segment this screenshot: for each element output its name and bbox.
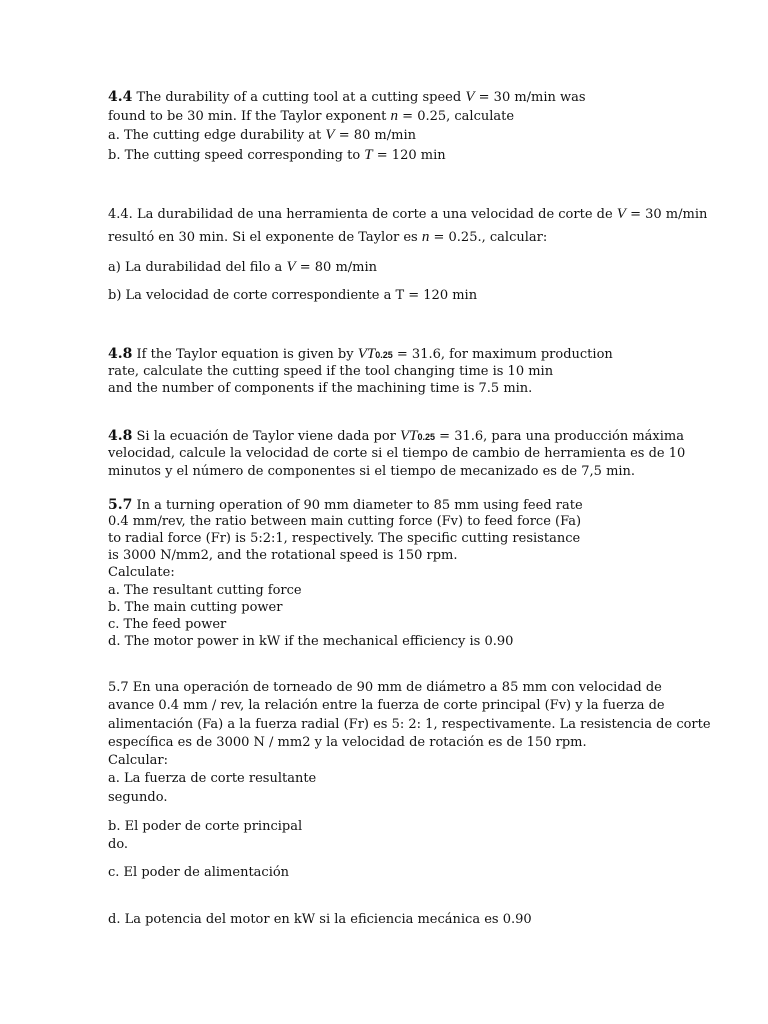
text: = 80 m/min — [334, 128, 416, 143]
text: Si la ecuación de Taylor viene dada por — [132, 429, 400, 444]
p44-es-line-1 — [108, 205, 707, 224]
p48-en-line-3: and the number of components if the machining time is 7.5 min. — [108, 381, 533, 396]
variable: V — [325, 127, 335, 143]
p44-en-line-2 — [108, 107, 514, 126]
p44-en-line-1 — [108, 88, 586, 107]
p57-en-line-5: Calculate: — [108, 565, 175, 580]
variable: VT — [357, 346, 376, 362]
p57-es-line-3: alimentación (Fa) a la fuerza radial (Fr) es 5: 2: 1, respectivamente. La resistencia de corte — [108, 717, 711, 732]
p57-es-line-6: a. La fuerza de corte resultante — [108, 771, 317, 786]
p48-es-line-3: minutos y el número de componentes si el tiempo de mecanizado es de 7,5 min. — [108, 464, 636, 479]
p57-es-line-8: b. El poder de corte principal — [108, 819, 303, 834]
p44-es-line-4: b) La velocidad de corte correspondiente a T = 120 min — [108, 288, 478, 303]
p57-en-line-8: c. The feed power — [108, 617, 227, 632]
p57-en-line-9: d. The motor power in kW if the mechanical efficiency is 0.90 — [108, 634, 514, 649]
p57-es-line-4: específica es de 3000 N / mm2 y la velocidad de rotación es de 150 rpm. — [108, 735, 587, 750]
variable: VT — [400, 428, 418, 444]
p57-en-line-2: 0.4 mm/rev, the ratio between main cutting force (Fv) to feed force (Fa) — [108, 514, 582, 529]
text: = 30 m/min was — [474, 90, 586, 105]
p57-en-line-3: to radial force (Fr) is 5:2:1, respectively. The specific cutting resistance — [108, 531, 581, 546]
p57-es-line-9: do. — [108, 837, 129, 852]
text: resultó en 30 min. Si el exponente de Taylor es — [108, 230, 422, 245]
variable: n — [421, 229, 430, 245]
text: In a turning operation of 90 mm diameter to 85 mm using feed rate — [132, 498, 583, 513]
text: = 120 min — [372, 148, 446, 163]
p57-en-line-7: b. The main cutting power — [108, 600, 283, 615]
text: a) La durabilidad del filo a — [108, 260, 287, 275]
variable: T — [364, 147, 373, 163]
p48-es-line-2: velocidad, calcule la velocidad de corte si el tiempo de cambio de herramienta es de 10 — [108, 446, 686, 461]
p44-en-line-3 — [108, 126, 416, 145]
problem-number: 5.7 — [108, 497, 133, 513]
text: = 80 m/min — [295, 260, 378, 275]
exponent: 0.25 — [375, 350, 393, 360]
variable: n — [390, 108, 399, 124]
variable: V — [465, 89, 475, 105]
p57-es-line-7: segundo. — [108, 790, 168, 805]
p48-en-line-1 — [108, 345, 613, 364]
p57-en-line-4: is 3000 N/mm2, and the rotational speed is 150 rpm. — [108, 548, 458, 563]
p57-en-line-6: a. The resultant cutting force — [108, 583, 302, 598]
text: found to be 30 min. If the Taylor exponent — [108, 109, 391, 124]
text: a. The cutting edge durability at — [108, 128, 326, 143]
p57-es-line-11: d. La potencia del motor en kW si la eficiencia mecánica es 0.90 — [108, 912, 532, 927]
exponent: 0.25 — [417, 432, 436, 442]
p44-es-line-3 — [108, 258, 377, 277]
text: If the Taylor equation is given by — [132, 347, 358, 362]
p44-en-line-4 — [108, 146, 446, 165]
p44-es-line-2 — [108, 228, 547, 247]
variable: V — [286, 259, 296, 275]
p57-es-line-10: c. El poder de alimentación — [108, 865, 290, 880]
p48-en-line-2: rate, calculate the cutting speed if the tool changing time is 10 min — [108, 364, 554, 379]
p57-es-line-1: 5.7 En una operación de torneado de 90 mm de diámetro a 85 mm con velocidad de — [108, 680, 662, 695]
variable: V — [616, 206, 626, 222]
problem-number: 4.4 — [108, 89, 133, 105]
text: = 0.25, calculate — [398, 109, 515, 124]
text: = 0.25., calcular: — [429, 230, 548, 245]
problem-number: 4.8 — [108, 428, 133, 444]
text: = 31.6, for maximum production — [392, 347, 613, 362]
p48-es-line-1 — [108, 427, 684, 446]
text: 4.4. La durabilidad de una herramienta de corte a una velocidad de corte de — [108, 207, 617, 222]
p57-es-line-5: Calcular: — [108, 753, 169, 768]
text: b. The cutting speed corresponding to — [108, 148, 365, 163]
text: = 31.6, para una producción máxima — [435, 429, 684, 444]
text: = 30 m/min — [625, 207, 708, 222]
problem-number: 4.8 — [108, 346, 133, 362]
p57-es-line-2: avance 0.4 mm / rev, la relación entre la fuerza de corte principal (Fv) y la fuerza de — [108, 698, 665, 713]
text: The durability of a cutting tool at a cutting speed — [132, 90, 466, 105]
